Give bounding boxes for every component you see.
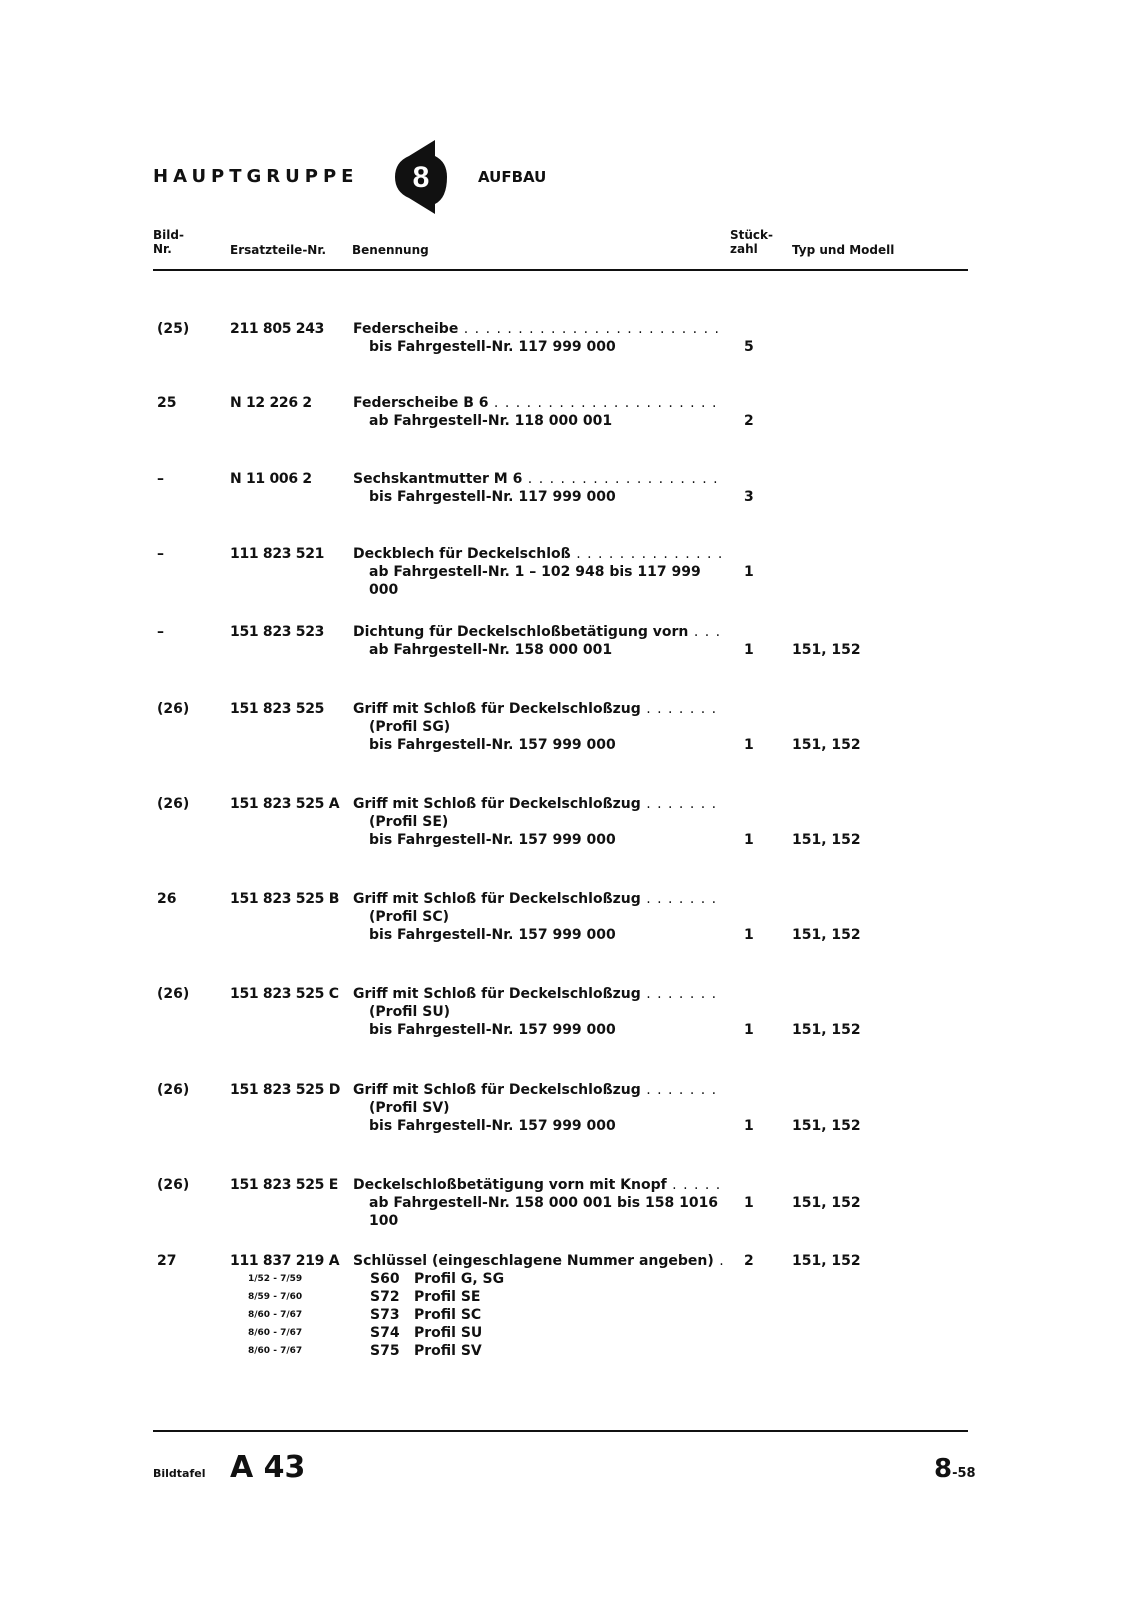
key-variant (370, 1306, 504, 1324)
part-name: Griff mit Schloß für Deckelschloßzug . . . (353, 700, 723, 718)
group-title: AUFBAU (478, 168, 547, 186)
type-model: 151, 152 (792, 1195, 861, 1211)
picture-number: (26) (157, 1177, 190, 1193)
part-number: 151 823 525 C (230, 986, 339, 1002)
page-number (934, 1454, 976, 1484)
part-name: Griff mit Schloß für Deckelschloßzug . . . (353, 795, 723, 813)
column-header-typ: Typ und Modell (792, 243, 895, 257)
part-note: bis Fahrgestell-Nr. 117 999 000 (369, 339, 616, 355)
part-description (353, 985, 723, 1039)
part-note: ab Fahrgestell-Nr. 158 000 001 (369, 642, 613, 658)
column-header-bild (153, 228, 184, 256)
part-name: Deckelschloßbetätigung vorn mit Knopf . . . (353, 1176, 723, 1194)
key-variant (370, 1288, 504, 1306)
variant-profile: Profil SC (414, 1307, 482, 1323)
part-description (353, 890, 723, 944)
column-header-stueck-line1: Stück- (730, 228, 773, 242)
part-name: Deckblech für Deckelschloß . . . (353, 545, 723, 563)
quantity: 1 (744, 737, 754, 753)
part-number: N 11 006 2 (230, 471, 312, 487)
quantity: 1 (744, 927, 754, 943)
part-description (353, 1176, 723, 1230)
variant-code: S72 (370, 1289, 400, 1305)
group-number-badge (395, 140, 447, 214)
picture-number: (26) (157, 1082, 190, 1098)
column-header-bild-line1: Bild- (153, 228, 184, 242)
picture-number: (25) (157, 321, 190, 337)
column-header-stueckzahl (730, 228, 773, 256)
part-description (353, 700, 723, 754)
part-name: Schlüssel (eingeschlagene Nummer angeben) . . . (353, 1252, 723, 1270)
part-number: 151 823 525 (230, 701, 325, 717)
part-name: Dichtung für Deckelschloßbetätigung vorn . . . (353, 623, 723, 641)
part-note: (Profil SU) (369, 1004, 451, 1020)
quantity: 1 (744, 1022, 754, 1038)
variant-profile: Profil SE (414, 1289, 481, 1305)
type-model: 151, 152 (792, 832, 861, 848)
key-variant-list (370, 1270, 504, 1360)
column-header-bild-line2: Nr. (153, 242, 172, 256)
part-note: ab Fahrgestell-Nr. 118 000 001 (369, 413, 613, 429)
variant-profile: Profil SV (414, 1343, 482, 1359)
picture-number: – (157, 624, 164, 640)
part-name: Griff mit Schloß für Deckelschloßzug . . . (353, 1081, 723, 1099)
part-note: bis Fahrgestell-Nr. 157 999 000 (369, 1118, 616, 1134)
variant-profile: Profil SU (414, 1325, 483, 1341)
type-model: 151, 152 (792, 737, 861, 753)
part-description (353, 470, 723, 506)
type-model: 151, 152 (792, 1253, 861, 1269)
type-model: 151, 152 (792, 1022, 861, 1038)
part-description (353, 320, 723, 356)
part-number: 151 823 525 A (230, 796, 340, 812)
quantity: 2 (744, 1253, 754, 1269)
part-name: Federscheibe . . . (353, 320, 723, 338)
variant-date-range: 8/59 - 7/60 (248, 1292, 303, 1302)
part-number: 151 823 525 D (230, 1082, 341, 1098)
page-number-sub: -58 (952, 1466, 976, 1481)
page-number-main: 8 (934, 1454, 953, 1484)
type-model: 151, 152 (792, 927, 861, 943)
header-rule (153, 269, 968, 271)
part-note: bis Fahrgestell-Nr. 117 999 000 (369, 489, 616, 505)
type-model: 151, 152 (792, 1118, 861, 1134)
part-number: 111 837 219 A (230, 1253, 340, 1269)
part-description (353, 394, 723, 430)
picture-number: (26) (157, 796, 190, 812)
part-note: bis Fahrgestell-Nr. 157 999 000 (369, 737, 616, 753)
picture-number: 27 (157, 1253, 177, 1269)
part-note: bis Fahrgestell-Nr. 157 999 000 (369, 1022, 616, 1038)
quantity: 1 (744, 1195, 754, 1211)
part-number: 211 805 243 (230, 321, 325, 337)
variant-date-range: 8/60 - 7/67 (248, 1328, 303, 1338)
column-header-teil: Ersatzteile-Nr. (230, 243, 327, 257)
quantity: 1 (744, 642, 754, 658)
part-note: (Profil SE) (369, 814, 449, 830)
part-description (353, 795, 723, 849)
variant-date-range: 1/52 - 7/59 (248, 1274, 303, 1284)
bildtafel-label: Bildtafel (153, 1467, 206, 1480)
variant-date-range: 8/60 - 7/67 (248, 1346, 303, 1356)
part-description (353, 545, 723, 599)
quantity: 1 (744, 1118, 754, 1134)
quantity: 2 (744, 413, 754, 429)
part-note: ab Fahrgestell-Nr. 158 000 001 bis 158 1016 100 (369, 1195, 719, 1229)
part-number: 111 823 521 (230, 546, 325, 562)
variant-date-range: 8/60 - 7/67 (248, 1310, 303, 1320)
part-note: bis Fahrgestell-Nr. 157 999 000 (369, 927, 616, 943)
part-name: Griff mit Schloß für Deckelschloßzug . . . (353, 890, 723, 908)
picture-number: (26) (157, 701, 190, 717)
part-number: 151 823 525 B (230, 891, 340, 907)
bildtafel-number: A 43 (230, 1450, 306, 1485)
picture-number: 25 (157, 395, 177, 411)
type-model: 151, 152 (792, 642, 861, 658)
footer-rule (153, 1430, 968, 1432)
column-header-stueck-line2: zahl (730, 242, 758, 256)
column-header-benennung: Benennung (352, 243, 429, 257)
part-description (353, 623, 723, 659)
picture-number: – (157, 471, 164, 487)
picture-number: 26 (157, 891, 177, 907)
quantity: 1 (744, 564, 754, 580)
variant-code: S74 (370, 1325, 400, 1341)
part-note: (Profil SC) (369, 909, 449, 925)
part-name: Griff mit Schloß für Deckelschloßzug . . . (353, 985, 723, 1003)
part-name: Federscheibe B 6 . . . (353, 394, 723, 412)
quantity: 1 (744, 832, 754, 848)
key-variant (370, 1270, 504, 1288)
quantity: 5 (744, 339, 754, 355)
part-description (353, 1081, 723, 1135)
key-variant (370, 1324, 504, 1342)
part-description (353, 1252, 723, 1270)
part-note: (Profil SV) (369, 1100, 450, 1116)
variant-code: S75 (370, 1343, 400, 1359)
key-variant-ranges (230, 1270, 370, 1360)
quantity: 3 (744, 489, 754, 505)
part-note: (Profil SG) (369, 719, 451, 735)
variant-code: S73 (370, 1307, 400, 1323)
part-note: bis Fahrgestell-Nr. 157 999 000 (369, 832, 616, 848)
part-number: N 12 226 2 (230, 395, 312, 411)
part-number: 151 823 525 E (230, 1177, 338, 1193)
main-group-label: HAUPTGRUPPE (153, 166, 359, 187)
variant-profile: Profil G, SG (414, 1271, 505, 1287)
key-variant (370, 1342, 504, 1360)
group-number: 8 (412, 161, 430, 194)
picture-number: (26) (157, 986, 190, 1002)
part-name: Sechskantmutter M 6 . . . (353, 470, 723, 488)
picture-number: – (157, 546, 164, 562)
part-note: ab Fahrgestell-Nr. 1 – 102 948 bis 117 999 000 (369, 564, 701, 598)
part-number: 151 823 523 (230, 624, 325, 640)
variant-code: S60 (370, 1271, 400, 1287)
